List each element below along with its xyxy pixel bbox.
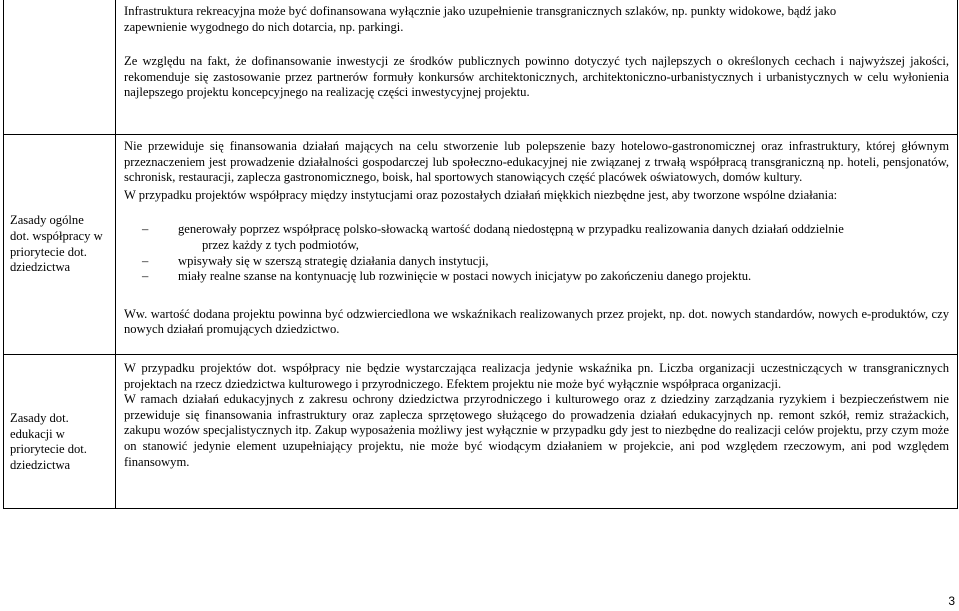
list-item	[124, 222, 949, 238]
list-item-text: przez każdy z tych podmiotów,	[202, 237, 359, 252]
row2-paragraph-2: W przypadku projektów współpracy między instytucjami oraz pozostałych działań miękkich niezbędne jest, aby tworzone wspólne działania:	[124, 187, 838, 202]
page-number: 3	[948, 594, 955, 608]
list-item	[124, 254, 949, 270]
row3-paragraph-2: W ramach działań edukacyjnych z zakresu ochrony dziedzictwa przyrodniczego i kulturowego oraz z dziedziny zarządzania ryzykiem i bezpieczeństwem nie przewiduje się finansowania infrastruktury oraz zaplecza sprzętowego służącego do prowadzenia działań edukacyjnych np. remont szkół, remiz strażackich, zakupu wozów specjalistycznych itp. Zakup wyposażenia możliwy jest wyłącznie w przypadku gdy jest to niezbędne do realizacji celów projektu, przy czym może on stanowić jedynie element uzupełniający projektu, nie może być wiodącym działaniem w projekcie, ani pod względem rzeczowym, ani pod względem finansowym.	[124, 392, 949, 469]
list-item-text: generowały poprzez współpracę polsko-słowacką wartość dodaną niedostępną w przypadku realizowania danych działań oddzielnie	[178, 222, 844, 237]
row2-label-line-3: priorytecie dot.	[10, 244, 87, 259]
row3-label-line-3: priorytecie dot.	[10, 442, 87, 457]
requirements-list	[124, 222, 949, 284]
row1-line-1: Infrastruktura rekreacyjna może być dofinansowana wyłącznie jako uzupełnienie transgranicznych szlaków, np. punkty widokowe, bądź jako	[124, 4, 837, 18]
row2-label-line-4: dziedzictwa	[10, 260, 71, 275]
row2-label-line-1: Zasady ogólne	[10, 213, 84, 228]
table-row	[4, 355, 958, 509]
row1-content-cell	[116, 0, 958, 135]
table-row	[4, 0, 958, 135]
row3-label-line-4: dziedzictwa	[10, 457, 71, 472]
row1-line-2: zapewnienie wygodnego do nich dotarcia, np. parkingi.	[124, 19, 404, 34]
row3-label-line-1: Zasady dot.	[10, 411, 69, 425]
list-item-text: wpisywały się w szerszą strategię działania danych instytucji,	[178, 253, 489, 268]
row3-content-cell	[116, 355, 958, 509]
row2-paragraph-1: Nie przewiduje się finansowania działań mających na celu stworzenie lub polepszenie bazy hotelowo-gastronomicznej oraz infrastruktury, której głównym przeznaczeniem jest prowadzenie działalności gospodarczej lub społeczno-edukacyjnej nie związanej z trwałą współpracą transgraniczną np. hoteli, pensjonatów, schronisk, restauracji, zaplecza gastronomicznego, boisk, hal sportowych stanowiących część placówek oświatowych, domów kultury.	[124, 139, 949, 185]
dash-bullet: –	[142, 222, 149, 237]
row3-paragraph-1: W przypadku projektów dot. współpracy nie będzie wystarczająca realizacja jedynie wskaźnika pn. Liczba organizacji uczestniczących w transgranicznych projektach na rzecz dziedzictwa kulturowego i przyrodniczego. Efektem projektu nie może być wyłącznie współpraca organizacji.	[124, 361, 949, 391]
rules-table	[3, 0, 958, 509]
row1-label-cell	[4, 0, 116, 135]
row2-content-cell	[116, 135, 958, 355]
row1-paragraph-2: Ze względu na fakt, że dofinansowanie inwestycji ze środków publicznych powinno dotyczyć tych najlepszych o określonych cechach i najwyższej jakości, rekomenduje się zastosowanie przez partnerów formuły konkursów architektonicznych, architektoniczno-urbanistycznych i urbanistycznych w celu wyłonienia najlepszego projektu koncepcyjnego na realizację części inwestycyjnej projektu.	[124, 54, 949, 100]
list-item	[124, 269, 949, 285]
row2-label-cell	[4, 135, 116, 355]
dash-bullet: –	[142, 269, 149, 284]
row2-label-line-2: dot. współpracy w	[10, 228, 103, 243]
list-item-text: miały realne szanse na kontynuację lub rozwinięcie w postaci nowych inicjatyw po zakończeniu danego projektu.	[178, 269, 752, 284]
row3-label-cell	[4, 355, 116, 509]
dash-bullet: –	[142, 253, 149, 268]
row2-paragraph-3: Ww. wartość dodana projektu powinna być odzwierciedlona we wskaźnikach realizowanych przez projekt, np. dot. nowych standardów, nowych e-produktów, czy nowych działań promujących dziedzictwo.	[124, 306, 949, 337]
table-row	[4, 135, 958, 355]
list-item-continuation	[124, 238, 949, 254]
row3-label-line-2: edukacji w	[10, 426, 65, 441]
